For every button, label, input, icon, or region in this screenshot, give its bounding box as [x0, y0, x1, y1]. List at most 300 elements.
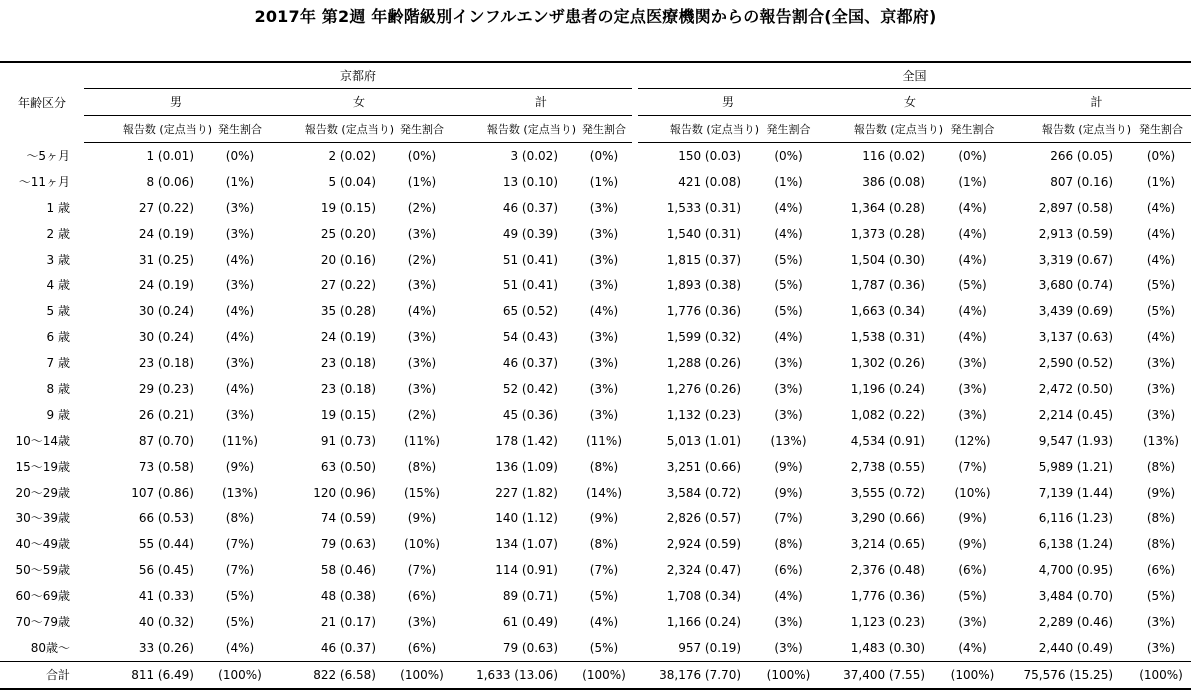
- ratio-cell: (5%): [774, 304, 803, 319]
- report-count-cell: 1,166 (0.24): [666, 614, 742, 629]
- report-count-cell: 46 (0.37): [502, 356, 558, 371]
- report-count-cell: 1,708 (0.34): [666, 589, 742, 604]
- ratio-cell: (8%): [774, 537, 803, 552]
- report-count-cell: 35 (0.28): [320, 304, 376, 319]
- report-count-cell: 20 (0.16): [320, 252, 376, 267]
- count-subheader: 報告数 (定点当り): [638, 116, 759, 143]
- ratio-cell: (4%): [958, 252, 987, 267]
- report-count-cell: 2,376 (0.48): [850, 563, 926, 578]
- ratio-cell: (4%): [774, 330, 803, 345]
- report-count-cell: 1,288 (0.26): [666, 356, 742, 371]
- ratio-subheader: 発生割合: [394, 116, 450, 143]
- report-count-cell: 56 (0.45): [138, 563, 194, 578]
- report-count-cell: 1,776 (0.36): [850, 589, 926, 604]
- report-count-cell: 2,324 (0.47): [666, 563, 742, 578]
- age-group-label: 3 歳: [46, 252, 70, 267]
- report-count-cell: 79 (0.63): [502, 640, 558, 655]
- ratio-subheader: 発生割合: [212, 116, 268, 143]
- ratio-cell: (9%): [1146, 485, 1176, 500]
- report-count-cell: 1 (0.01): [146, 148, 194, 163]
- ratio-cell: (4%): [958, 200, 987, 215]
- report-count-cell: 33 (0.26): [138, 640, 194, 655]
- ratio-cell: (4%): [774, 226, 803, 241]
- report-title: 2017年 第2週 年齢階級別インフルエンザ患者の定点医療機関からの報告割合(全国、京都府): [254, 7, 937, 26]
- ratio-cell: (1%): [589, 174, 619, 189]
- age-group-label: 50〜59歳: [15, 563, 70, 578]
- ratio-cell: (1%): [225, 174, 255, 189]
- ratio-cell: (9%): [225, 459, 255, 474]
- age-group-label: 1 歳: [46, 200, 70, 215]
- ratio-cell: (13%): [1143, 433, 1180, 448]
- ratio-cell: (3%): [589, 278, 619, 293]
- ratio-cell: (1%): [774, 174, 803, 189]
- ratio-cell: (4%): [589, 304, 619, 319]
- report-count-cell: 114 (0.91): [495, 563, 558, 578]
- report-count-cell: 1,132 (0.23): [666, 407, 742, 422]
- ratio-cell: (9%): [774, 459, 803, 474]
- report-count-cell: 2,472 (0.50): [1038, 381, 1114, 396]
- ratio-cell: (3%): [589, 407, 619, 422]
- ratio-cell: (3%): [589, 330, 619, 345]
- ratio-cell: (10%): [954, 485, 991, 500]
- report-count-cell: 7,139 (1.44): [1038, 485, 1114, 500]
- ratio-cell: (13%): [770, 433, 807, 448]
- report-count-cell: 1,893 (0.38): [666, 278, 742, 293]
- report-count-cell: 38,176 (7.70): [638, 661, 759, 688]
- report-count-cell: 1,483 (0.30): [850, 640, 926, 655]
- report-count-cell: 136 (1.09): [495, 459, 558, 474]
- ratio-cell: (0%): [958, 148, 987, 163]
- count-subheader: 報告数 (定点当り): [268, 116, 394, 143]
- national-male-header: 男: [638, 89, 818, 116]
- ratio-cell: (3%): [589, 252, 619, 267]
- total-label: 合計: [0, 661, 84, 688]
- ratio-cell: (100%): [1131, 661, 1191, 688]
- ratio-cell: (4%): [1146, 330, 1176, 345]
- ratio-cell: (4%): [225, 304, 255, 319]
- report-count-cell: 46 (0.37): [502, 200, 558, 215]
- report-count-cell: 48 (0.38): [320, 589, 376, 604]
- ratio-subheader: 発生割合: [943, 116, 1002, 143]
- report-count-cell: 386 (0.08): [862, 174, 926, 189]
- report-count-cell: 134 (1.07): [495, 537, 558, 552]
- ratio-cell: (8%): [1146, 511, 1176, 526]
- table-row: [0, 298, 1191, 324]
- ratio-subheader: 発生割合: [576, 116, 632, 143]
- count-subheader: 報告数 (定点当り): [1002, 116, 1131, 143]
- ratio-cell: (3%): [774, 356, 803, 371]
- report-count-cell: 807 (0.16): [1050, 174, 1114, 189]
- table-row: [0, 221, 1191, 247]
- report-count-cell: 1,302 (0.26): [850, 356, 926, 371]
- table-row: [0, 169, 1191, 195]
- report-count-cell: 24 (0.19): [138, 278, 194, 293]
- ratio-cell: (2%): [407, 252, 437, 267]
- ratio-cell: (5%): [958, 278, 987, 293]
- ratio-cell: (0%): [407, 148, 437, 163]
- ratio-cell: (3%): [1146, 356, 1176, 371]
- ratio-cell: (100%): [394, 661, 450, 688]
- report-count-cell: 4,534 (0.91): [850, 433, 926, 448]
- table-row: [0, 376, 1191, 402]
- ratio-cell: (7%): [589, 563, 619, 578]
- report-count-cell: 19 (0.15): [320, 407, 376, 422]
- ratio-cell: (4%): [225, 330, 255, 345]
- age-group-label: 9 歳: [46, 407, 70, 422]
- ratio-cell: (14%): [585, 485, 623, 500]
- table-row: [0, 505, 1191, 531]
- ratio-cell: (13%): [221, 485, 259, 500]
- report-count-cell: 3,319 (0.67): [1038, 252, 1114, 267]
- age-group-label: 70〜79歳: [15, 614, 70, 629]
- report-count-cell: 1,196 (0.24): [850, 381, 926, 396]
- subheader-row: [0, 116, 1191, 143]
- ratio-cell: (6%): [958, 563, 987, 578]
- ratio-cell: (5%): [589, 589, 619, 604]
- ratio-cell: (0%): [1146, 148, 1176, 163]
- ratio-cell: (6%): [774, 563, 803, 578]
- ratio-cell: (4%): [774, 589, 803, 604]
- report-count-cell: 74 (0.59): [320, 511, 376, 526]
- report-count-cell: 73 (0.58): [138, 459, 194, 474]
- report-count-cell: 2,826 (0.57): [666, 511, 742, 526]
- total-row: [0, 661, 1191, 688]
- ratio-cell: (11%): [403, 433, 441, 448]
- ratio-cell: (3%): [958, 356, 987, 371]
- ratio-cell: (9%): [774, 485, 803, 500]
- report-count-cell: 1,082 (0.22): [850, 407, 926, 422]
- report-count-cell: 13 (0.10): [502, 174, 558, 189]
- ratio-cell: (8%): [589, 537, 619, 552]
- report-count-cell: 1,373 (0.28): [850, 226, 926, 241]
- report-count-cell: 1,540 (0.31): [666, 226, 742, 241]
- ratio-cell: (4%): [774, 200, 803, 215]
- ratio-cell: (9%): [407, 511, 437, 526]
- ratio-cell: (3%): [774, 381, 803, 396]
- report-count-cell: 55 (0.44): [138, 537, 194, 552]
- report-count-cell: 41 (0.33): [138, 589, 194, 604]
- ratio-cell: (9%): [958, 537, 987, 552]
- ratio-cell: (3%): [407, 226, 437, 241]
- ratio-cell: (3%): [958, 381, 987, 396]
- table-row: [0, 557, 1191, 583]
- kyoto-female-header: 女: [268, 89, 450, 116]
- report-count-cell: 150 (0.03): [678, 148, 742, 163]
- report-count-cell: 1,276 (0.26): [666, 381, 742, 396]
- ratio-cell: (3%): [1146, 381, 1176, 396]
- ratio-cell: (10%): [403, 537, 441, 552]
- ratio-cell: (3%): [225, 200, 255, 215]
- table-row: [0, 402, 1191, 428]
- report-count-cell: 6,138 (1.24): [1038, 537, 1114, 552]
- ratio-cell: (9%): [958, 511, 987, 526]
- age-group-label: 7 歳: [46, 356, 70, 371]
- report-count-cell: 19 (0.15): [320, 200, 376, 215]
- age-group-label: 8 歳: [46, 381, 70, 396]
- table-row: [0, 350, 1191, 376]
- ratio-cell: (3%): [225, 407, 255, 422]
- report-count-cell: 5,013 (1.01): [666, 433, 742, 448]
- ratio-cell: (3%): [958, 614, 987, 629]
- age-group-label: 〜11ヶ月: [18, 174, 70, 189]
- report-count-cell: 66 (0.53): [138, 511, 194, 526]
- ratio-cell: (11%): [221, 433, 259, 448]
- age-group-label: 80歳〜: [30, 640, 70, 655]
- table-row: [0, 609, 1191, 635]
- report-count-cell: 24 (0.19): [320, 330, 376, 345]
- ratio-subheader: 発生割合: [1131, 116, 1191, 143]
- table-row: [0, 583, 1191, 609]
- ratio-cell: (5%): [958, 589, 987, 604]
- age-group-label: 6 歳: [46, 330, 70, 345]
- ratio-cell: (3%): [225, 278, 255, 293]
- ratio-cell: (8%): [589, 459, 619, 474]
- ratio-cell: (9%): [589, 511, 619, 526]
- report-count-cell: 25 (0.20): [320, 226, 376, 241]
- ratio-cell: (7%): [774, 511, 803, 526]
- table-row: [0, 272, 1191, 298]
- report-count-cell: 79 (0.63): [320, 537, 376, 552]
- report-count-cell: 51 (0.41): [502, 278, 558, 293]
- ratio-cell: (3%): [407, 330, 437, 345]
- ratio-cell: (6%): [1146, 563, 1176, 578]
- ratio-cell: (1%): [958, 174, 987, 189]
- age-group-label: 〜5ヶ月: [26, 148, 70, 163]
- age-group-header: 年齢区分: [0, 62, 84, 143]
- report-count-cell: 23 (0.18): [320, 356, 376, 371]
- report-count-cell: 1,787 (0.36): [850, 278, 926, 293]
- ratio-cell: (4%): [589, 614, 619, 629]
- report-count-cell: 2 (0.02): [328, 148, 376, 163]
- ratio-cell: (6%): [407, 640, 437, 655]
- report-count-cell: 1,599 (0.32): [666, 330, 742, 345]
- table-row: [0, 143, 1191, 169]
- age-group-label: 4 歳: [46, 278, 70, 293]
- table-row: [0, 480, 1191, 506]
- report-count-cell: 54 (0.43): [502, 330, 558, 345]
- ratio-cell: (7%): [958, 459, 987, 474]
- report-count-cell: 2,924 (0.59): [666, 537, 742, 552]
- age-group-label: 40〜49歳: [15, 537, 70, 552]
- report-count-cell: 23 (0.18): [138, 356, 194, 371]
- national-female-header: 女: [818, 89, 1002, 116]
- ratio-cell: (4%): [1146, 226, 1176, 241]
- ratio-cell: (7%): [225, 563, 255, 578]
- report-count-cell: 23 (0.18): [320, 381, 376, 396]
- age-group-label: 10〜14歳: [15, 433, 70, 448]
- kyoto-male-header: 男: [84, 89, 268, 116]
- report-count-cell: 31 (0.25): [138, 252, 194, 267]
- ratio-cell: (2%): [407, 200, 437, 215]
- ratio-cell: (4%): [225, 381, 255, 396]
- kyoto-total-header: 計: [450, 89, 632, 116]
- ratio-cell: (3%): [958, 407, 987, 422]
- ratio-cell: (3%): [1146, 407, 1176, 422]
- report-count-cell: 91 (0.73): [320, 433, 376, 448]
- table-row: [0, 454, 1191, 480]
- report-count-cell: 3,137 (0.63): [1038, 330, 1114, 345]
- age-group-label: 30〜39歳: [15, 511, 70, 526]
- report-count-cell: 1,776 (0.36): [666, 304, 742, 319]
- report-count-cell: 37,400 (7.55): [818, 661, 943, 688]
- report-count-cell: 957 (0.19): [678, 640, 742, 655]
- ratio-cell: (3%): [1146, 614, 1176, 629]
- ratio-cell: (8%): [1146, 459, 1176, 474]
- ratio-cell: (3%): [407, 356, 437, 371]
- report-count-cell: 6,116 (1.23): [1038, 511, 1114, 526]
- report-count-cell: 30 (0.24): [138, 330, 194, 345]
- ratio-cell: (0%): [589, 148, 619, 163]
- report-count-cell: 30 (0.24): [138, 304, 194, 319]
- ratio-cell: (4%): [958, 330, 987, 345]
- report-count-cell: 8 (0.06): [146, 174, 194, 189]
- report-count-cell: 3,680 (0.74): [1038, 278, 1114, 293]
- report-count-cell: 3,251 (0.66): [666, 459, 742, 474]
- report-count-cell: 3,484 (0.70): [1038, 589, 1114, 604]
- ratio-cell: (1%): [407, 174, 437, 189]
- report-count-cell: 46 (0.37): [320, 640, 376, 655]
- ratio-cell: (4%): [958, 640, 987, 655]
- report-count-cell: 2,590 (0.52): [1038, 356, 1114, 371]
- ratio-cell: (100%): [212, 661, 268, 688]
- ratio-cell: (3%): [589, 226, 619, 241]
- ratio-cell: (15%): [403, 485, 441, 500]
- report-count-cell: 2,897 (0.58): [1038, 200, 1114, 215]
- ratio-cell: (3%): [589, 200, 619, 215]
- report-count-cell: 811 (6.49): [84, 661, 212, 688]
- report-count-cell: 2,289 (0.46): [1038, 614, 1114, 629]
- ratio-cell: (4%): [225, 640, 255, 655]
- report-count-cell: 27 (0.22): [320, 278, 376, 293]
- ratio-cell: (4%): [1146, 252, 1176, 267]
- report-count-cell: 1,663 (0.34): [850, 304, 926, 319]
- report-count-cell: 9,547 (1.93): [1038, 433, 1114, 448]
- ratio-cell: (100%): [759, 661, 818, 688]
- report-count-cell: 178 (1.42): [495, 433, 558, 448]
- ratio-cell: (5%): [589, 640, 619, 655]
- report-count-cell: 266 (0.05): [1050, 148, 1114, 163]
- count-subheader: 報告数 (定点当り): [818, 116, 943, 143]
- report-count-cell: 40 (0.32): [138, 614, 194, 629]
- report-count-cell: 27 (0.22): [138, 200, 194, 215]
- report-count-cell: 1,633 (13.06): [450, 661, 576, 688]
- ratio-cell: (7%): [407, 563, 437, 578]
- report-count-cell: 3,290 (0.66): [850, 511, 926, 526]
- table-row: [0, 195, 1191, 221]
- report-count-cell: 1,538 (0.31): [850, 330, 926, 345]
- report-count-cell: 107 (0.86): [131, 485, 194, 500]
- national-total-header: 計: [1002, 89, 1191, 116]
- ratio-cell: (100%): [943, 661, 1002, 688]
- ratio-cell: (2%): [407, 407, 437, 422]
- national-header: 全国: [638, 62, 1191, 89]
- ratio-cell: (11%): [585, 433, 623, 448]
- age-group-label: 2 歳: [46, 226, 70, 241]
- ratio-cell: (0%): [774, 148, 803, 163]
- ratio-subheader: 発生割合: [759, 116, 818, 143]
- report-count-cell: 3 (0.02): [510, 148, 558, 163]
- ratio-cell: (4%): [958, 226, 987, 241]
- report-count-cell: 2,738 (0.55): [850, 459, 926, 474]
- table-row: [0, 324, 1191, 350]
- ratio-cell: (4%): [1146, 200, 1176, 215]
- table-row: [0, 247, 1191, 273]
- report-count-cell: 89 (0.71): [502, 589, 558, 604]
- report-count-cell: 1,364 (0.28): [850, 200, 926, 215]
- report-count-cell: 75,576 (15.25): [1002, 661, 1131, 688]
- kyoto-header: 京都府: [84, 62, 632, 89]
- count-subheader: 報告数 (定点当り): [84, 116, 212, 143]
- ratio-cell: (3%): [774, 640, 803, 655]
- report-count-cell: 3,214 (0.65): [850, 537, 926, 552]
- report-count-cell: 4,700 (0.95): [1038, 563, 1114, 578]
- ratio-cell: (5%): [225, 589, 255, 604]
- ratio-cell: (0%): [225, 148, 255, 163]
- ratio-cell: (5%): [1146, 589, 1176, 604]
- report-count-cell: 116 (0.02): [862, 148, 926, 163]
- report-count-cell: 5 (0.04): [328, 174, 376, 189]
- report-count-cell: 58 (0.46): [320, 563, 376, 578]
- ratio-cell: (3%): [589, 381, 619, 396]
- ratio-cell: (3%): [225, 356, 255, 371]
- report-count-cell: 1,533 (0.31): [666, 200, 742, 215]
- report-count-cell: 120 (0.96): [313, 485, 376, 500]
- report-count-cell: 822 (6.58): [268, 661, 394, 688]
- report-count-cell: 2,214 (0.45): [1038, 407, 1114, 422]
- ratio-cell: (6%): [407, 589, 437, 604]
- table-row: [0, 428, 1191, 454]
- report-count-cell: 2,913 (0.59): [1038, 226, 1114, 241]
- report-count-cell: 421 (0.08): [678, 174, 742, 189]
- report-count-cell: 1,123 (0.23): [850, 614, 926, 629]
- report-count-cell: 63 (0.50): [320, 459, 376, 474]
- report-count-cell: 65 (0.52): [502, 304, 558, 319]
- report-count-cell: 51 (0.41): [502, 252, 558, 267]
- ratio-cell: (3%): [774, 614, 803, 629]
- report-count-cell: 52 (0.42): [502, 381, 558, 396]
- ratio-cell: (3%): [225, 226, 255, 241]
- ratio-cell: (3%): [407, 381, 437, 396]
- ratio-cell: (5%): [774, 278, 803, 293]
- age-group-label: 60〜69歳: [15, 589, 70, 604]
- report-count-cell: 45 (0.36): [502, 407, 558, 422]
- ratio-cell: (7%): [225, 537, 255, 552]
- ratio-cell: (1%): [1146, 174, 1176, 189]
- report-count-cell: 29 (0.23): [138, 381, 194, 396]
- age-group-label: 15〜19歳: [15, 459, 70, 474]
- ratio-cell: (12%): [954, 433, 991, 448]
- age-group-label: 20〜29歳: [15, 485, 70, 500]
- table-row: [0, 531, 1191, 557]
- ratio-cell: (3%): [589, 356, 619, 371]
- influenza-report-table: [0, 61, 1191, 690]
- report-count-cell: 1,815 (0.37): [666, 252, 742, 267]
- ratio-cell: (5%): [225, 614, 255, 629]
- ratio-cell: (100%): [576, 661, 632, 688]
- age-group-label: 5 歳: [46, 304, 70, 319]
- ratio-cell: (4%): [958, 304, 987, 319]
- ratio-cell: (3%): [407, 614, 437, 629]
- report-count-cell: 24 (0.19): [138, 226, 194, 241]
- report-count-cell: 87 (0.70): [138, 433, 194, 448]
- report-count-cell: 61 (0.49): [502, 614, 558, 629]
- report-count-cell: 140 (1.12): [495, 511, 558, 526]
- report-count-cell: 227 (1.82): [495, 485, 558, 500]
- report-count-cell: 26 (0.21): [138, 407, 194, 422]
- ratio-cell: (3%): [1146, 640, 1176, 655]
- report-count-cell: 5,989 (1.21): [1038, 459, 1114, 474]
- ratio-cell: (4%): [225, 252, 255, 267]
